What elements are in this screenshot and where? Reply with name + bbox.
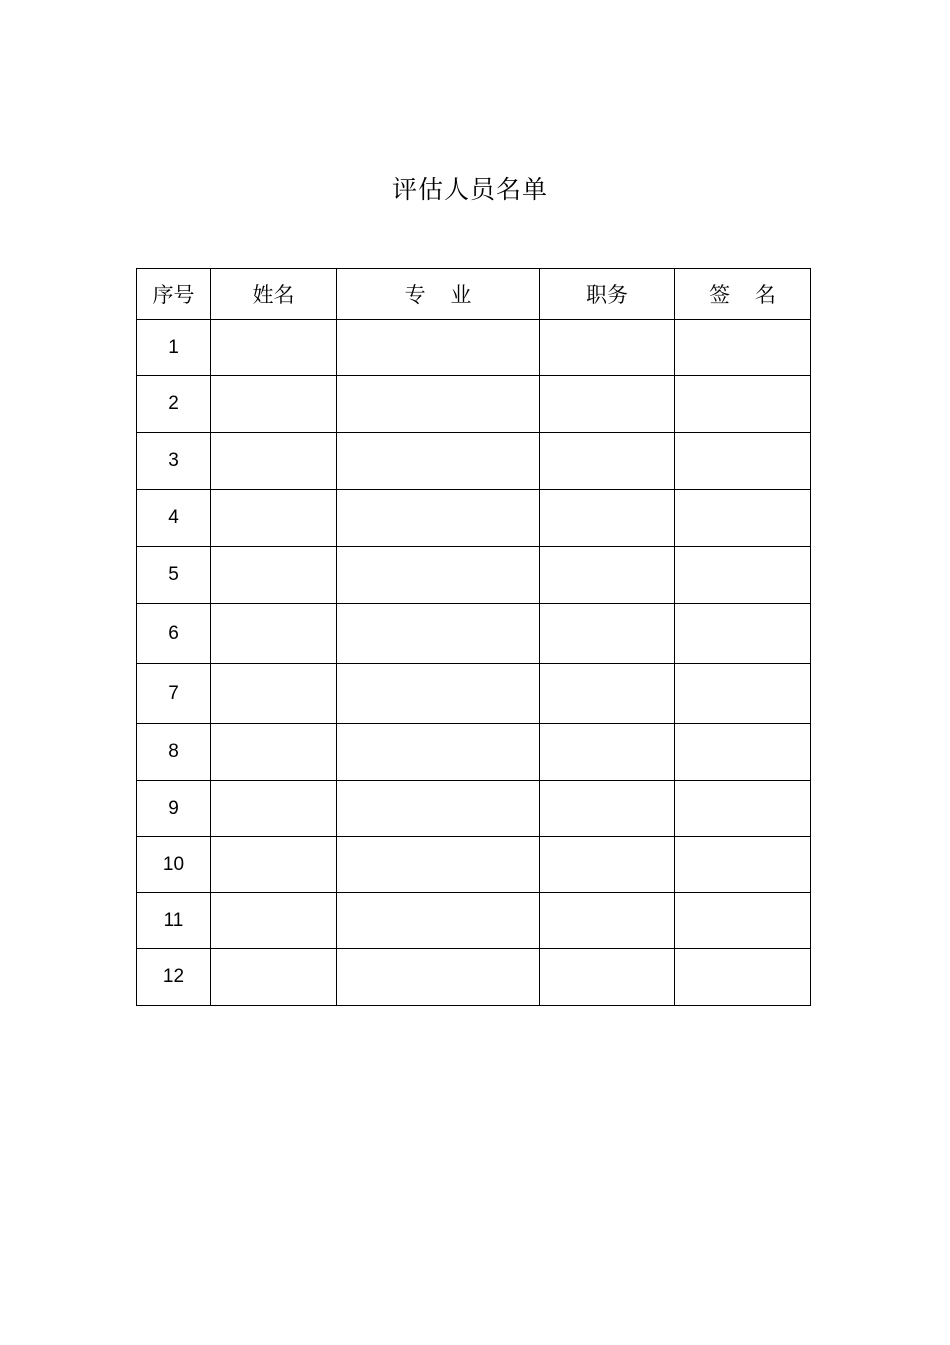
- cell-position[interactable]: [540, 664, 675, 724]
- cell-major[interactable]: [337, 949, 540, 1006]
- header-signature: 签 名: [675, 269, 811, 320]
- table-row: [137, 837, 811, 893]
- header-position: 职务: [540, 269, 675, 320]
- cell-name[interactable]: [211, 433, 337, 490]
- table-row: [137, 547, 811, 604]
- cell-serial-number: 4: [137, 490, 211, 547]
- cell-major[interactable]: [337, 320, 540, 376]
- cell-name[interactable]: [211, 547, 337, 604]
- cell-serial-number: 7: [137, 664, 211, 724]
- header-major: 专 业: [337, 269, 540, 320]
- cell-position[interactable]: [540, 433, 675, 490]
- cell-serial-number: 11: [137, 893, 211, 949]
- table-body: [137, 320, 811, 1006]
- cell-name[interactable]: [211, 320, 337, 376]
- cell-name[interactable]: [211, 837, 337, 893]
- cell-position[interactable]: [540, 724, 675, 781]
- cell-major[interactable]: [337, 664, 540, 724]
- cell-signature[interactable]: [675, 547, 811, 604]
- cell-major[interactable]: [337, 893, 540, 949]
- table-row: [137, 664, 811, 724]
- cell-major[interactable]: [337, 724, 540, 781]
- cell-position[interactable]: [540, 320, 675, 376]
- table-row: [137, 433, 811, 490]
- cell-major[interactable]: [337, 604, 540, 664]
- cell-serial-number: 3: [137, 433, 211, 490]
- table-header-row: [137, 269, 811, 320]
- cell-position[interactable]: [540, 547, 675, 604]
- cell-position[interactable]: [540, 949, 675, 1006]
- table-row: [137, 376, 811, 433]
- header-name: 姓名: [211, 269, 337, 320]
- page-title: 评估人员名单: [391, 175, 548, 204]
- cell-signature[interactable]: [675, 664, 811, 724]
- cell-name[interactable]: [211, 664, 337, 724]
- cell-serial-number: 6: [137, 604, 211, 664]
- cell-serial-number: 1: [137, 320, 211, 376]
- cell-serial-number: 2: [137, 376, 211, 433]
- table-row: [137, 604, 811, 664]
- cell-major[interactable]: [337, 376, 540, 433]
- cell-major[interactable]: [337, 547, 540, 604]
- cell-position[interactable]: [540, 604, 675, 664]
- cell-major[interactable]: [337, 781, 540, 837]
- table-row: [137, 320, 811, 376]
- cell-name[interactable]: [211, 781, 337, 837]
- cell-name[interactable]: [211, 949, 337, 1006]
- cell-name[interactable]: [211, 490, 337, 547]
- header-serial-number: 序号: [137, 269, 211, 320]
- table-row: [137, 949, 811, 1006]
- cell-signature[interactable]: [675, 604, 811, 664]
- table-row: [137, 724, 811, 781]
- cell-serial-number: 10: [137, 837, 211, 893]
- cell-major[interactable]: [337, 837, 540, 893]
- cell-name[interactable]: [211, 724, 337, 781]
- cell-name[interactable]: [211, 376, 337, 433]
- cell-signature[interactable]: [675, 781, 811, 837]
- cell-position[interactable]: [540, 893, 675, 949]
- cell-signature[interactable]: [675, 320, 811, 376]
- cell-name[interactable]: [211, 893, 337, 949]
- cell-serial-number: 9: [137, 781, 211, 837]
- cell-serial-number: 8: [137, 724, 211, 781]
- cell-signature[interactable]: [675, 724, 811, 781]
- cell-major[interactable]: [337, 433, 540, 490]
- table-row: [137, 893, 811, 949]
- cell-signature[interactable]: [675, 893, 811, 949]
- cell-serial-number: 5: [137, 547, 211, 604]
- cell-signature[interactable]: [675, 949, 811, 1006]
- cell-signature[interactable]: [675, 376, 811, 433]
- personnel-table: [136, 268, 811, 1006]
- cell-signature[interactable]: [675, 837, 811, 893]
- cell-position[interactable]: [540, 781, 675, 837]
- cell-serial-number: 12: [137, 949, 211, 1006]
- cell-major[interactable]: [337, 490, 540, 547]
- cell-signature[interactable]: [675, 433, 811, 490]
- table-row: [137, 490, 811, 547]
- cell-position[interactable]: [540, 837, 675, 893]
- cell-signature[interactable]: [675, 490, 811, 547]
- table-row: [137, 781, 811, 837]
- cell-position[interactable]: [540, 490, 675, 547]
- cell-name[interactable]: [211, 604, 337, 664]
- cell-position[interactable]: [540, 376, 675, 433]
